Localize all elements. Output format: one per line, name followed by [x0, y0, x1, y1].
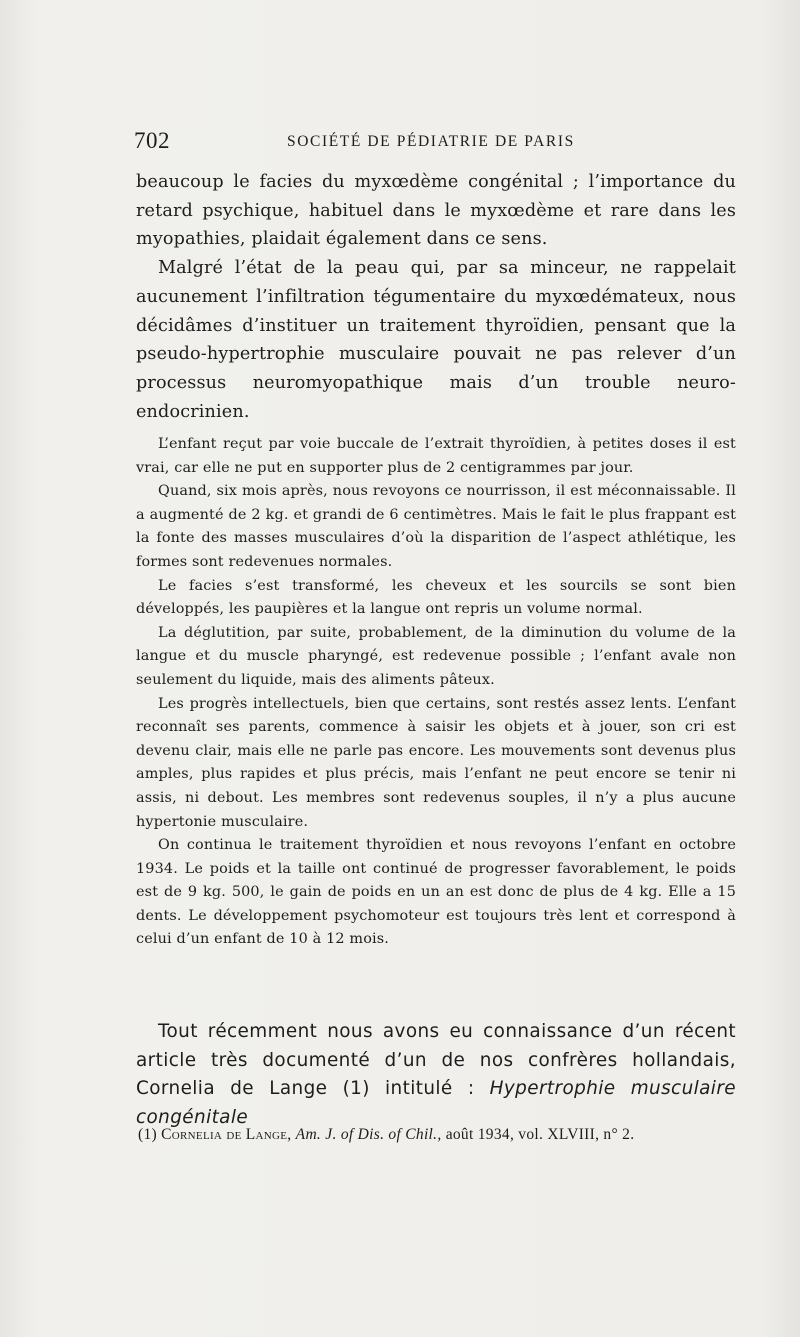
paragraph: Malgré l’état de la peau qui, par sa minceur, ne rappelait aucunement l’infiltration tégumentaire du myxœdémateux, nous décidâmes d’instituer un traitement thyroïdien, pensant que la pseudo-hypertrophie musculaire pouvait ne pas relever d’un processus neuromyopathique mais d’un trouble neuro-endocrinien. — [136, 258, 736, 422]
paragraph: La déglutition, par suite, probablement, de la diminution du volume de la langue et du muscle pharyngé, est redevenue possible ; l’enfant avale non seulement du liquide, mais des aliments pâteux. — [136, 624, 736, 688]
paragraph — [136, 1018, 736, 1132]
page-number: 702 — [134, 128, 170, 153]
paragraph: Le facies s’est transformé, les cheveux et les sourcils se sont bien développés, les paupières et la langue ont repris un volume normal. — [136, 577, 736, 618]
paragraph: L’enfant reçut par voie buccale de l’extrait thyroïdien, à petites doses il est vrai, car elle ne put en supporter plus de 2 centigrammes par jour. — [136, 436, 736, 476]
footnote-details: août 1934, vol. XLVIII, n° 2. — [441, 1126, 635, 1143]
text-block-upper — [136, 168, 736, 426]
text-block-case-report — [136, 433, 736, 952]
paragraph-text: Tout récemment nous avons eu connaissance d’un récent article très documenté d’un de nos confrères hollandais, Cornelia de Lange (1) intitulé : — [136, 1021, 736, 1099]
running-title: SOCIÉTÉ DE PÉDIATRIE DE PARIS — [287, 133, 575, 150]
page-header — [134, 128, 739, 158]
paragraph: Les progrès intellectuels, bien que certains, sont restés assez lents. L’enfant reconnaît ses parents, commence à saisir les objets et à jouer, son cri est devenu clair, mais elle ne parle pas encore. Les mouvements sont devenus plus amples, plus rapides et plus précis, mais l’enfant ne peut encore se tenir ni assis, ni debout. Les membres sont redevenus souples, il n’y a plus aucune hypertonie musculaire. — [136, 695, 736, 830]
paragraph: beaucoup le facies du myxœdème congénital ; l’importance du retard psychique, habituel dans le myxœdème et rare dans les myopathies, plaidait également dans ce sens. — [136, 172, 736, 250]
text-block-lower — [136, 1018, 736, 1132]
footnote — [138, 1126, 738, 1144]
footnote-author: Cornelia de Lange, — [161, 1126, 292, 1143]
article-title: Hypertrophie musculaire congénitale — [136, 1078, 736, 1128]
paragraph: On continua le traitement thyroïdien et nous revoyons l’enfant en octobre 1934. Le poids et la taille ont continué de progresser favorablement, le poids est de 9 kg. 500, le gain de poids en un an est donc de plus de 4 kg. Elle a 15 dents. Le développement psychomoteur est toujours très lent et correspond à celui d’un enfant de 10 à 12 mois. — [136, 837, 736, 948]
footnote-journal: Am. J. of Dis. of Chil., — [295, 1126, 442, 1143]
footnote-marker: (1) — [138, 1126, 162, 1143]
paragraph: Quand, six mois après, nous revoyons ce nourrisson, il est méconnaissable. Il a augmenté de 2 kg. et grandi de 6 centimètres. Mais le fait le plus frappant est la fonte des masses musculaires d’où la disparition de l’aspect athlétique, les formes sont redevenues normales. — [136, 483, 736, 570]
